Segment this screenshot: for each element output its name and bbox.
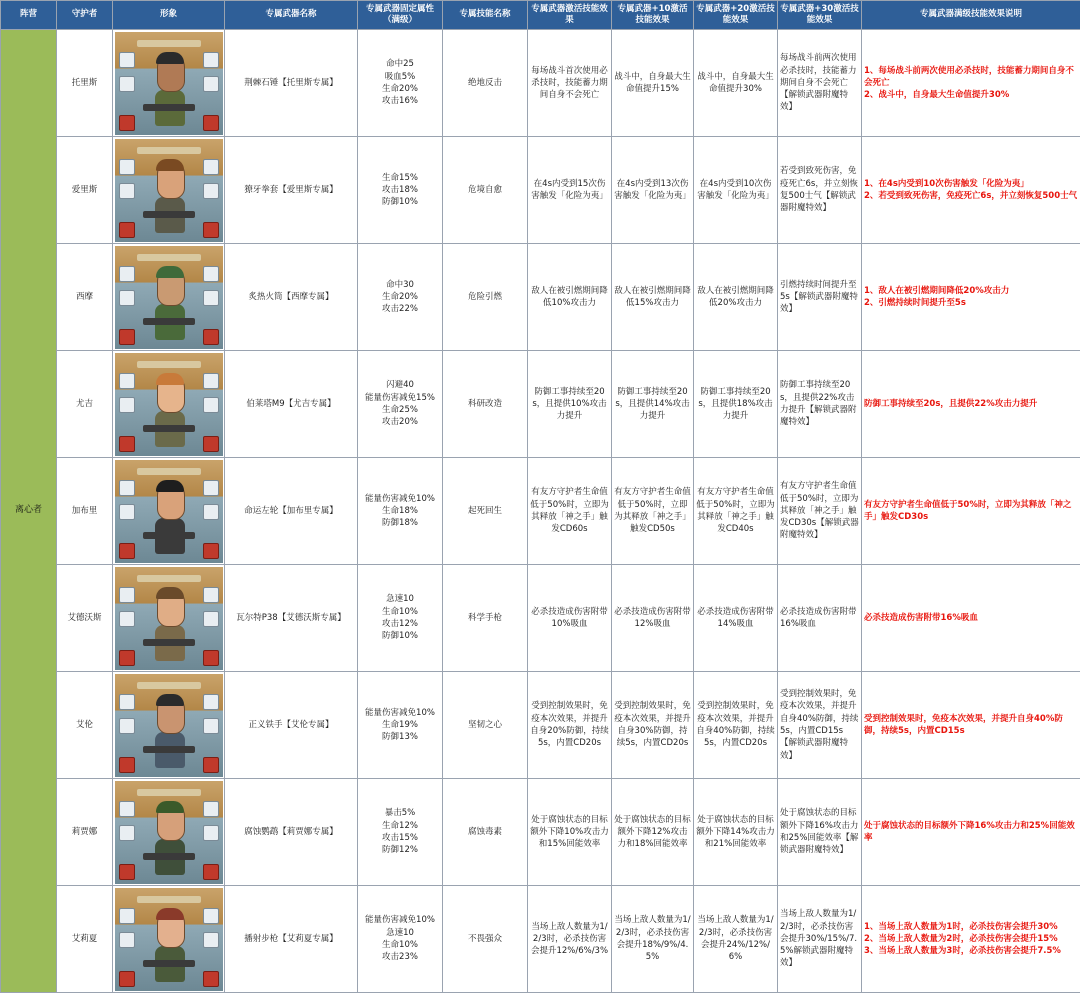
weapon-stats <box>358 30 443 137</box>
stat-line: 防御10% <box>382 631 418 642</box>
portrait-cell <box>113 244 225 351</box>
weapon-name: 瓦尔特P38【艾德沃斯专属】 <box>225 565 358 672</box>
stat-line: 命中30 <box>386 279 414 290</box>
skill-name: 不畏强众 <box>443 886 528 993</box>
max-effect-desc <box>862 30 1080 137</box>
desc-line: 1、当场上敌人数量为1时，必杀技伤害会提升30% <box>864 921 1058 932</box>
portrait-cell <box>113 779 225 886</box>
guardian-name: 爱里斯 <box>57 137 113 244</box>
effect-base: 当场上敌人数量为1/2/3时，必杀技伤害会提升12%/6%/3% <box>528 886 612 993</box>
weapon-stats <box>358 351 443 458</box>
portrait-cell <box>113 351 225 458</box>
table-row <box>1 672 1080 779</box>
skill-name: 腐蚀毒素 <box>443 779 528 886</box>
guardian-name: 西摩 <box>57 244 113 351</box>
guardian-portrait <box>115 567 223 670</box>
stat-line: 生命12% <box>382 820 418 831</box>
max-effect-desc <box>862 565 1080 672</box>
stat-line: 生命20% <box>382 84 418 94</box>
guardian-portrait <box>115 246 223 349</box>
effect-plus20: 战斗中，自身最大生命值提升30% <box>694 30 778 137</box>
max-effect-desc <box>862 886 1080 993</box>
effect-base: 受到控制效果时，免疫本次效果，并提升自身20%防御，持续5s，内置CD20s <box>528 672 612 779</box>
stat-line: 能量伤害减免15% <box>365 392 435 403</box>
effect-plus10: 必杀技造成伤害附带12%吸血 <box>612 565 694 672</box>
desc-line: 2、战斗中，自身最大生命值提升30% <box>864 90 1010 101</box>
desc-line: 处于腐蚀状态的目标额外下降16%攻击力和25%回能效率 <box>864 820 1075 843</box>
effect-plus20: 当场上敌人数量为1/2/3时，必杀技伤害会提升24%/12%/6% <box>694 886 778 993</box>
weapon-name: 播射步枪【艾莉夏专属】 <box>225 886 358 993</box>
effect-plus20: 防御工事持续至20s，且提供18%攻击力提升 <box>694 351 778 458</box>
effect-plus10: 处于腐蚀状态的目标额外下降12%攻击力和18%回能效率 <box>612 779 694 886</box>
max-effect-desc <box>862 351 1080 458</box>
column-header: 专属武器+30激活技能效果 <box>778 1 862 30</box>
guardian-portrait <box>115 139 223 242</box>
weapon-stats <box>358 137 443 244</box>
desc-line: 有友方守护者生命值低于50%时，立即为其释放「神之手」触发CD30s <box>864 499 1072 522</box>
skill-name: 起死回生 <box>443 458 528 565</box>
stat-line: 急速10 <box>386 594 414 605</box>
portrait-cell <box>113 886 225 993</box>
weapon-stats <box>358 779 443 886</box>
table-row <box>1 886 1080 993</box>
stat-line: 生命19% <box>382 719 418 730</box>
effect-plus20: 在4s内受到10次伤害触发「化险为夷」 <box>694 137 778 244</box>
column-header: 专属武器固定属性（满级） <box>358 1 443 30</box>
stat-line: 防御13% <box>382 732 418 743</box>
stat-line: 攻击20% <box>382 417 418 428</box>
stat-line: 攻击16% <box>382 96 418 107</box>
guardian-name: 托里斯 <box>57 30 113 137</box>
guardian-portrait <box>115 888 223 991</box>
guardian-name: 尤吉 <box>57 351 113 458</box>
weapon-name: 獠牙拳套【爱里斯专属】 <box>225 137 358 244</box>
max-effect-desc <box>862 244 1080 351</box>
weapon-stats <box>358 672 443 779</box>
max-effect-desc <box>862 672 1080 779</box>
effect-plus20: 受到控制效果时，免疫本次效果，并提升自身40%防御，持续5s，内置CD20s <box>694 672 778 779</box>
guardian-name: 加布里 <box>57 458 113 565</box>
stat-line: 攻击15% <box>382 833 418 843</box>
portrait-cell <box>113 565 225 672</box>
effect-plus10: 当场上敌人数量为1/2/3时，必杀技伤害会提升18%/9%/4.5% <box>612 886 694 993</box>
effect-plus30: 防御工事持续至20s，且提供22%攻击力提升【解锁武器附魔特效】 <box>778 351 862 458</box>
header-row <box>1 1 1080 30</box>
weapon-name: 荆棘石锤【托里斯专属】 <box>225 30 358 137</box>
effect-plus30: 受到控制效果时，免疫本次效果，并提升自身40%防御，持续5s，内置CD15s【解锁武器附魔特效】 <box>778 672 862 779</box>
guardian-name: 艾莉夏 <box>57 886 113 993</box>
desc-line: 2、引燃持续时间提升至5s <box>864 298 966 308</box>
effect-plus30: 必杀技造成伤害附带16%吸血 <box>778 565 862 672</box>
stat-line: 吸血5% <box>384 71 416 82</box>
stat-line: 生命18% <box>382 505 418 516</box>
column-header: 专属武器+20激活技能效果 <box>694 1 778 30</box>
effect-base: 必杀技造成伤害附带10%吸血 <box>528 565 612 672</box>
stat-line: 生命15% <box>382 172 418 183</box>
effect-plus10: 战斗中，自身最大生命值提升15% <box>612 30 694 137</box>
effect-plus30: 处于腐蚀状态的目标额外下降16%攻击力和25%回能效率【解锁武器附魔特效】 <box>778 779 862 886</box>
effect-plus30: 有友方守护者生命值低于50%时，立即为其释放「神之手」触发CD30s【解锁武器附魔特效】 <box>778 458 862 565</box>
stat-line: 生命10% <box>382 940 418 950</box>
effect-plus20: 必杀技造成伤害附带14%吸血 <box>694 565 778 672</box>
stat-line: 能量伤害减免10% <box>365 707 435 718</box>
table-row <box>1 565 1080 672</box>
effect-plus30: 当场上敌人数量为1/2/3时，必杀技伤害会提升30%/15%/7.5%解锁武器附魔特效】 <box>778 886 862 993</box>
stat-line: 命中25 <box>386 59 414 70</box>
desc-line: 2、当场上敌人数量为2时，必杀技伤害会提升15% <box>864 933 1058 944</box>
stat-line: 攻击12% <box>382 619 418 629</box>
effect-plus10: 受到控制效果时，免疫本次效果，并提升自身30%防御，持续5s，内置CD20s <box>612 672 694 779</box>
stat-line: 攻击18% <box>382 184 418 195</box>
table-row <box>1 30 1080 137</box>
column-header: 守护者 <box>57 1 113 30</box>
max-effect-desc <box>862 779 1080 886</box>
weapon-stats <box>358 565 443 672</box>
effect-plus20: 处于腐蚀状态的目标额外下降14%攻击力和21%回能效率 <box>694 779 778 886</box>
stat-line: 闪避40 <box>386 380 414 391</box>
guardian-portrait <box>115 674 223 777</box>
portrait-cell <box>113 458 225 565</box>
max-effect-desc <box>862 137 1080 244</box>
effect-base: 每场战斗首次使用必杀技时，技能蓄力期间自身不会死亡 <box>528 30 612 137</box>
stat-line: 防御12% <box>382 845 418 856</box>
table-body <box>1 30 1080 993</box>
stat-line: 攻击22% <box>382 304 418 315</box>
table-row <box>1 458 1080 565</box>
desc-line: 3、当场上敌人数量为3时，必杀技伤害会提升7.5% <box>864 946 1061 957</box>
column-header: 专属技能名称 <box>443 1 528 30</box>
effect-plus10: 敌人在被引燃期间降低15%攻击力 <box>612 244 694 351</box>
column-header: 阵营 <box>1 1 57 30</box>
effect-plus10: 防御工事持续至20s，且提供14%攻击力提升 <box>612 351 694 458</box>
stat-line: 生命20% <box>382 291 418 302</box>
column-header: 专属武器+10激活技能效果 <box>612 1 694 30</box>
skill-name: 科学手枪 <box>443 565 528 672</box>
table-row <box>1 137 1080 244</box>
effect-plus30: 引燃持续时间提升至5s【解锁武器附魔特效】 <box>778 244 862 351</box>
desc-line: 防御工事持续至20s，且提供22%攻击力提升 <box>864 398 1038 409</box>
guardian-name: 艾伦 <box>57 672 113 779</box>
weapon-name: 正义铁手【艾伦专属】 <box>225 672 358 779</box>
portrait-cell <box>113 137 225 244</box>
effect-base: 敌人在被引燃期间降低10%攻击力 <box>528 244 612 351</box>
weapon-stats <box>358 244 443 351</box>
max-effect-desc <box>862 458 1080 565</box>
skill-name: 危境自愈 <box>443 137 528 244</box>
column-header: 专属武器满级技能效果说明 <box>862 1 1080 30</box>
desc-line: 1、敌人在被引燃期间降低20%攻击力 <box>864 285 1010 296</box>
faction-cell: 离心者 <box>1 30 57 993</box>
stat-line: 暴击5% <box>384 808 416 819</box>
table-row <box>1 244 1080 351</box>
weapon-name: 命运左轮【加布里专属】 <box>225 458 358 565</box>
effect-plus30: 若受到致死伤害，免疫死亡6s，并立刻恢复500士气【解锁武器附魔特效】 <box>778 137 862 244</box>
desc-line: 必杀技造成伤害附带16%吸血 <box>864 612 978 623</box>
portrait-cell <box>113 672 225 779</box>
effect-base: 有友方守护者生命值低于50%时，立即为其释放「神之手」触发CD60s <box>528 458 612 565</box>
guardian-portrait <box>115 460 223 563</box>
effect-plus10: 在4s内受到13次伤害触发「化险为夷」 <box>612 137 694 244</box>
stat-line: 能量伤害减免10% <box>365 915 435 926</box>
weapon-stats <box>358 886 443 993</box>
desc-line: 受到控制效果时，免疫本次效果，并提升自身40%防御，持续5s，内置CD15s <box>864 713 1063 736</box>
effect-base: 防御工事持续至20s，且提供10%攻击力提升 <box>528 351 612 458</box>
column-header: 专属武器激活技能效果 <box>528 1 612 30</box>
skill-name: 危险引燃 <box>443 244 528 351</box>
desc-line: 2、若受到致死伤害，免疫死亡6s，并立刻恢复500士气 <box>864 191 1078 201</box>
skill-name: 坚韧之心 <box>443 672 528 779</box>
table-row <box>1 779 1080 886</box>
effect-plus20: 有友方守护者生命值低于50%时，立即为其释放「神之手」触发CD40s <box>694 458 778 565</box>
skill-name: 绝地反击 <box>443 30 528 137</box>
skill-name: 科研改造 <box>443 351 528 458</box>
stat-line: 攻击23% <box>382 952 418 963</box>
guardian-portrait <box>115 32 223 135</box>
guardian-portrait <box>115 781 223 884</box>
effect-plus20: 敌人在被引燃期间降低20%攻击力 <box>694 244 778 351</box>
table-row <box>1 351 1080 458</box>
weapon-name: 炙热火筒【西摩专属】 <box>225 244 358 351</box>
effect-base: 在4s内受到15次伤害触发「化险为夷」 <box>528 137 612 244</box>
stat-line: 生命10% <box>382 606 418 617</box>
column-header: 形象 <box>113 1 225 30</box>
effect-base: 处于腐蚀状态的目标额外下降10%攻击力和15%回能效率 <box>528 779 612 886</box>
stat-line: 防御10% <box>382 197 418 208</box>
effect-plus10: 有友方守护者生命值低于50%时，立即为其释放「神之手」触发CD50s <box>612 458 694 565</box>
effect-plus30: 每场战斗前两次使用必杀技时，技能蓄力期间自身不会死亡【解锁武器附魔特效】 <box>778 30 862 137</box>
weapon-name: 伯莱塔M9【尤吉专属】 <box>225 351 358 458</box>
desc-line: 1、在4s内受到10次伤害触发「化险为夷」 <box>864 178 1029 189</box>
stat-line: 防御18% <box>382 518 418 529</box>
stat-line: 生命25% <box>382 405 418 415</box>
stat-line: 能量伤害减免10% <box>365 493 435 504</box>
guardian-name: 艾德沃斯 <box>57 565 113 672</box>
guardian-name: 莉贾娜 <box>57 779 113 886</box>
guardian-portrait <box>115 353 223 456</box>
portrait-cell <box>113 30 225 137</box>
column-header: 专属武器名称 <box>225 1 358 30</box>
weapon-name: 腐蚀鹦鹉【莉贾娜专属】 <box>225 779 358 886</box>
stat-line: 急速10 <box>386 927 414 938</box>
weapon-stats <box>358 458 443 565</box>
desc-line: 1、每场战斗前两次使用必杀技时，技能蓄力期间自身不会死亡 <box>864 65 1074 88</box>
